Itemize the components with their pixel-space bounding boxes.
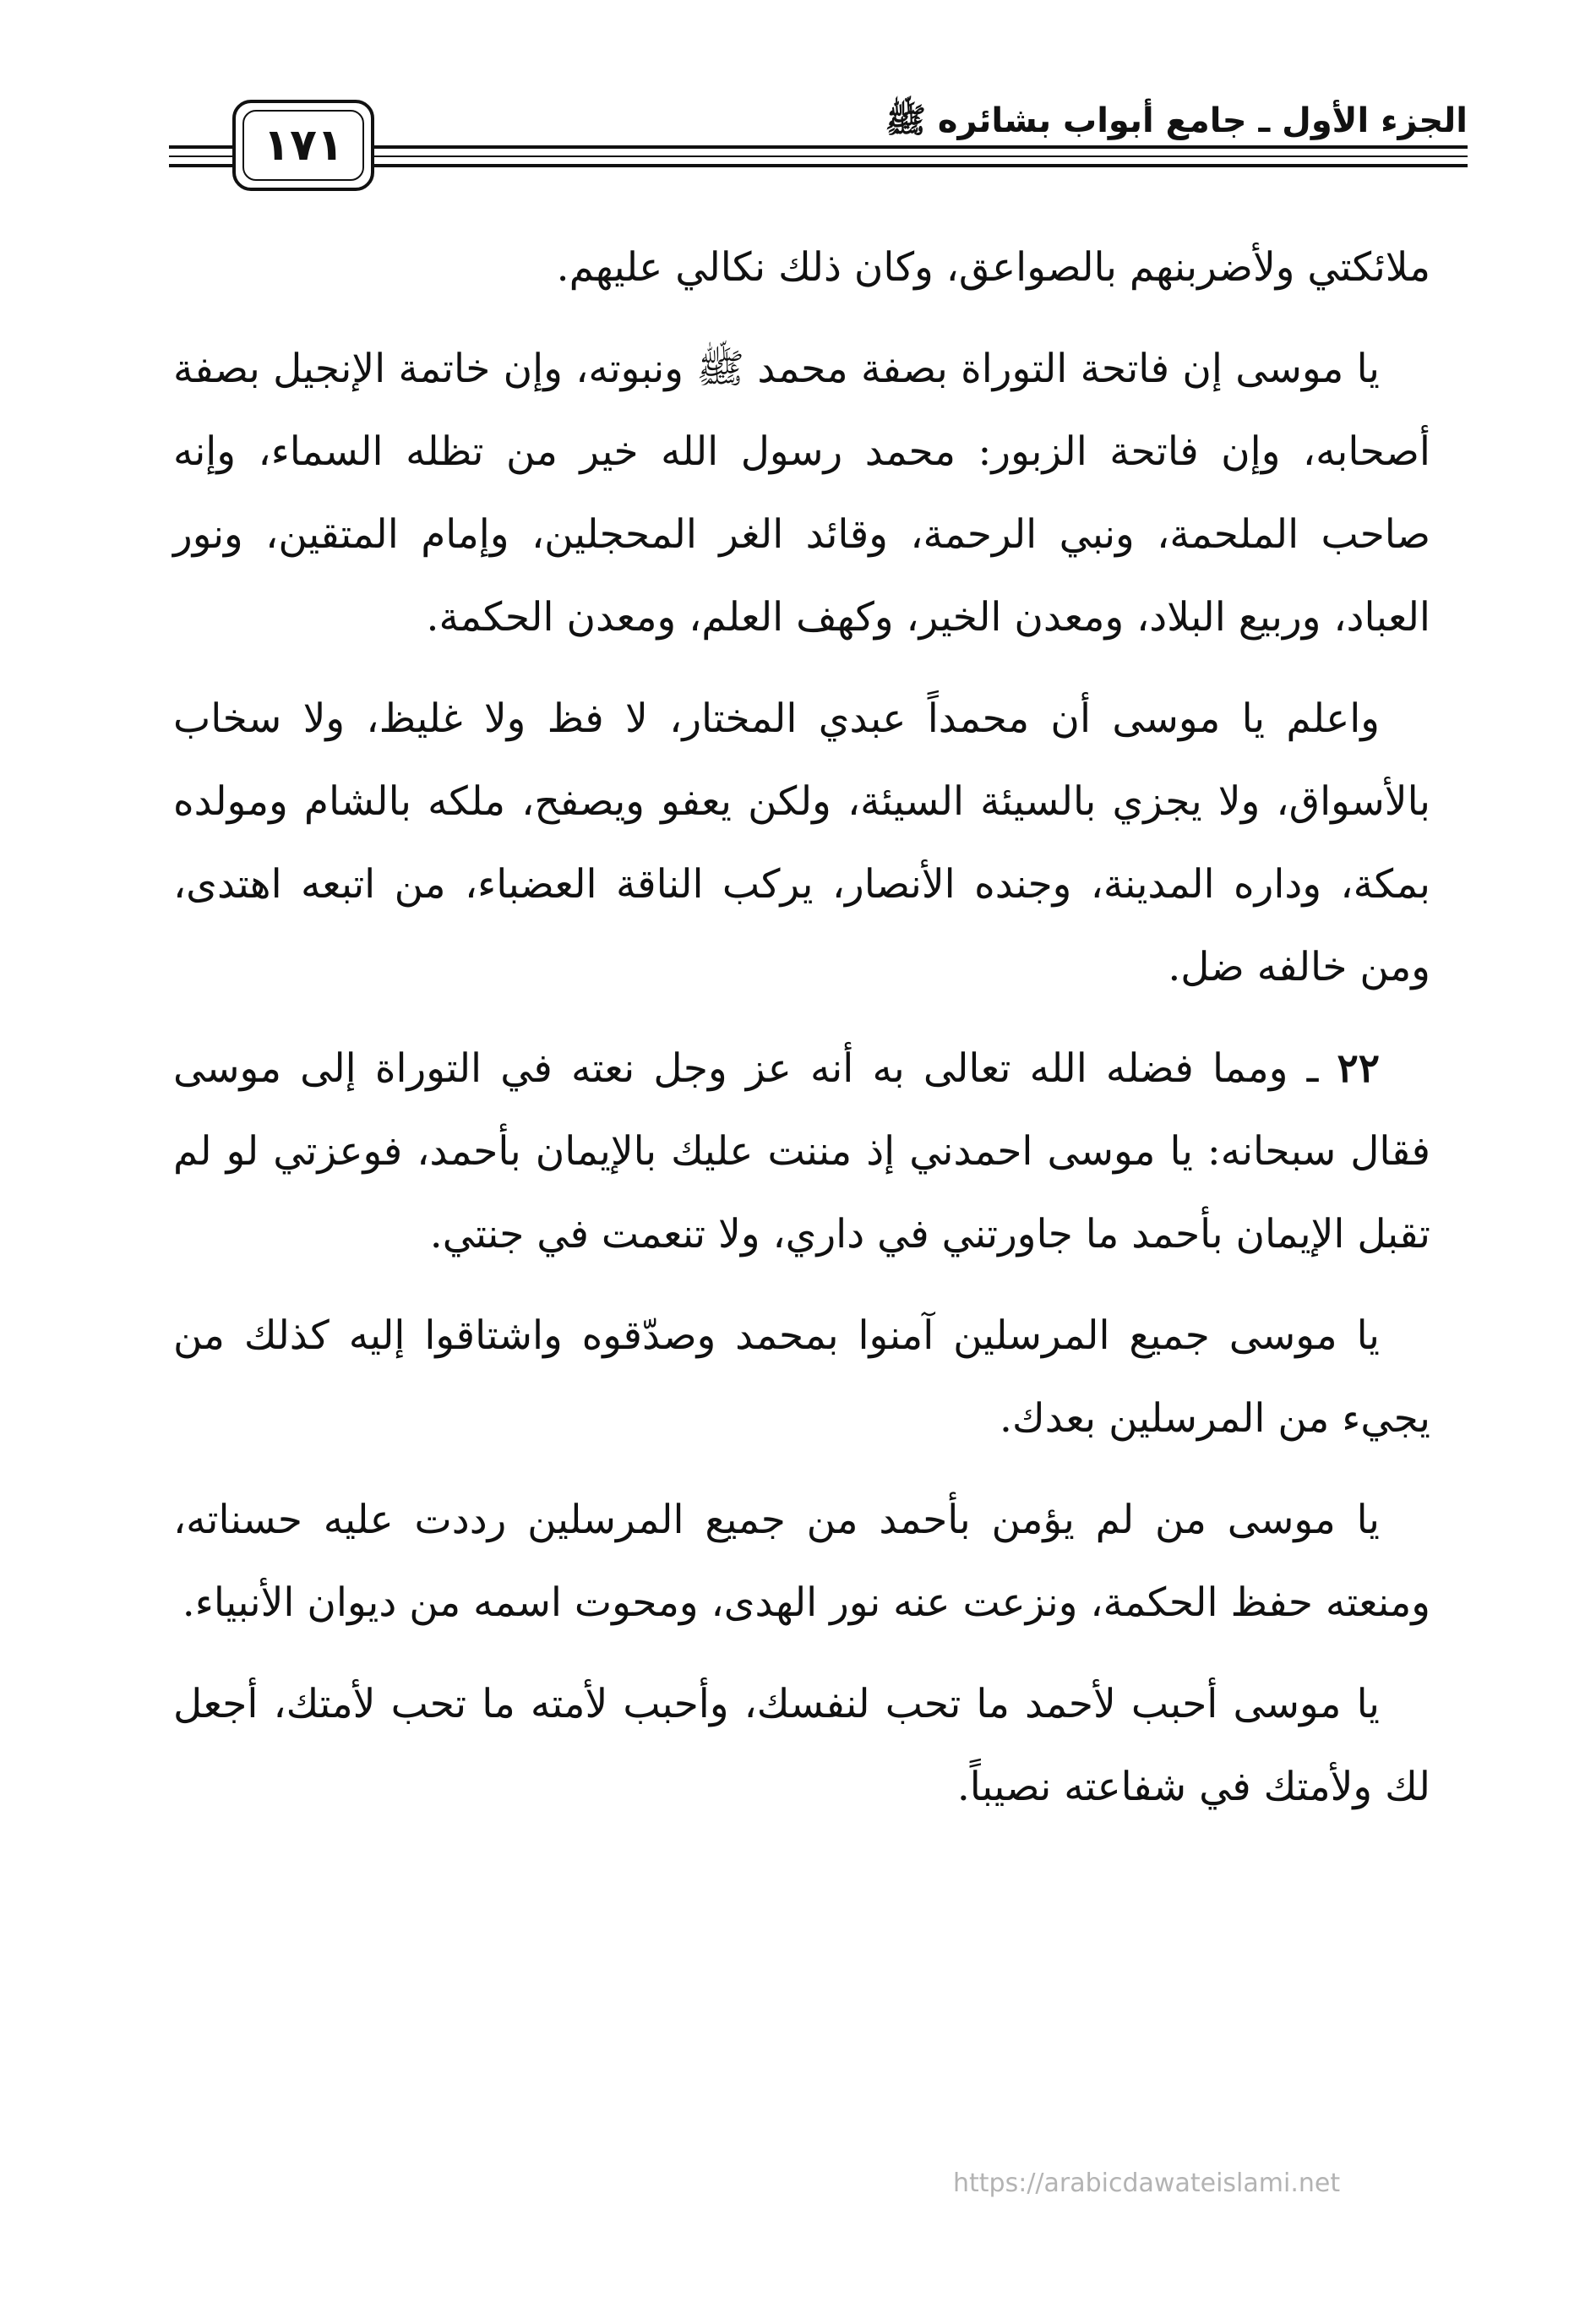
watermark-url: https://arabicdawateislami.net bbox=[953, 2169, 1341, 2198]
page-number: ١٧١ bbox=[242, 110, 364, 181]
running-header: الجزء الأول ـ جامع أبواب بشائره ﷺ bbox=[885, 101, 1468, 140]
paragraph: يا موسى إن فاتحة التوراة بصفة محمد ﷺ ونبوته، وإن خاتمة الإنجيل بصفة أصحابه، وإن فاتحة الزبور: محمد رسول الله خير من تظله السماء، وإنه صاحب الملحمة، ونبي الرحمة، وقائد الغر المحجلين، وإمام المتقين، ونور العباد، وربيع البلاد، ومعدن الخير، وكهف العلم، ومعدن الحكمة. bbox=[173, 346, 1430, 641]
header-rule bbox=[169, 164, 232, 167]
paragraph-numbered bbox=[173, 1028, 1430, 1276]
header-rule bbox=[169, 155, 232, 157]
paragraph: يا موسى أحبب لأحمد ما تحب لنفسك، وأحبب لأمته ما تحب لأمتك، أجعل لك ولأمتك في شفاعته نصيباً. bbox=[173, 1681, 1430, 1810]
paragraph: يا موسى جميع المرسلين آمنوا بمحمد وصدّقوه واشتاقوا إليه كذلك من يجيء من المرسلين بعدك. bbox=[173, 1312, 1430, 1442]
header-rule bbox=[342, 155, 1468, 157]
page-number-frame bbox=[232, 100, 374, 191]
paragraph: واعلم يا موسى أن محمداً عبدي المختار، لا فظ ولا غليظ، ولا سخاب بالأسواق، ولا يجزي بالسيئة السيئة، ولكن يعفو ويصفح، ملكه بالشام ومولده بمكة، وداره المدينة، وجنده الأنصار، يركب الناقة العضباء، من اتبعه اهتدى، ومن خالفه ضل. bbox=[173, 696, 1430, 990]
body-text bbox=[173, 226, 1430, 1847]
item-number: ٢٢ bbox=[1337, 1045, 1380, 1092]
paragraph: يا موسى من لم يؤمن بأحمد من جميع المرسلين رددت عليه حسناته، ومنعته حفظ الحكمة، ونزعت عنه نور الهدى، ومحوت اسمه من ديوان الأنبياء. bbox=[173, 1497, 1430, 1626]
header-rule bbox=[169, 145, 232, 149]
header-rule bbox=[342, 145, 1468, 149]
header-rule bbox=[342, 164, 1468, 167]
paragraph-text: ـ ومما فضله الله تعالى به أنه عز وجل نعته في التوراة إلى موسى فقال سبحانه: يا موسى احمدني إذ مننت عليك بالإيمان بأحمد، فوعزتي لو لم تقبل الإيمان بأحمد ما جاورتني في داري، ولا تنعمت في جنتي. bbox=[173, 1045, 1430, 1257]
paragraph: ملائكتي ولأضربنهم بالصواعق، وكان ذلك نكالي عليهم. bbox=[556, 244, 1430, 291]
